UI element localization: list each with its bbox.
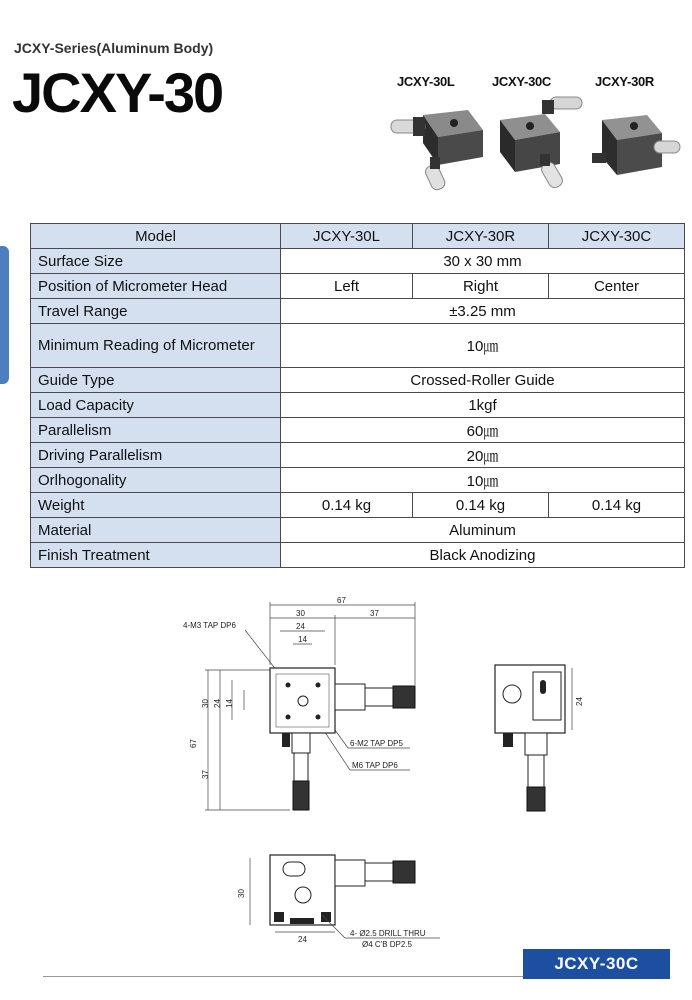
row-value: Center — [548, 274, 684, 299]
row-value: 0.14 kg — [281, 493, 413, 518]
table-row — [31, 274, 685, 299]
product-photo-30l — [388, 95, 488, 195]
row-value: ±3.25 mm — [281, 299, 685, 324]
row-value: 10㎛ — [281, 324, 685, 368]
col-header-30c: JCXY-30C — [548, 224, 684, 249]
table-row — [31, 493, 685, 518]
table-row — [31, 443, 685, 468]
side-tab — [0, 246, 9, 384]
row-label: Surface Size — [31, 249, 281, 274]
series-subtitle: JCXY-Series(Aluminum Body) — [14, 40, 214, 56]
note-m3: 4-M3 TAP DP6 — [183, 621, 236, 630]
row-value: 10㎛ — [281, 468, 685, 493]
row-value: 1kgf — [281, 393, 685, 418]
technical-drawing — [0, 590, 692, 960]
row-label: Material — [31, 518, 281, 543]
dim-text: 37 — [370, 609, 379, 618]
product-label-30c: JCXY-30C — [492, 74, 552, 89]
table-row — [31, 324, 685, 368]
note-m2: 6-M2 TAP DP5 — [350, 739, 403, 748]
table-row — [31, 543, 685, 568]
product-label-30l: JCXY-30L — [397, 74, 455, 89]
row-value: Crossed-Roller Guide — [281, 368, 685, 393]
model-header: Model — [31, 224, 281, 249]
note-m6: M6 TAP DP6 — [352, 761, 398, 770]
row-value: 30 x 30 mm — [281, 249, 685, 274]
row-label: Parallelism — [31, 418, 281, 443]
table-row — [31, 249, 685, 274]
table-row — [31, 518, 685, 543]
dim-text: 24 — [575, 697, 584, 706]
footer-divider — [43, 976, 523, 977]
dim-text: 30 — [237, 889, 246, 898]
row-label: Orlhogonality — [31, 468, 281, 493]
row-label: Weight — [31, 493, 281, 518]
col-header-30r: JCXY-30R — [413, 224, 549, 249]
dim-text: 37 — [201, 770, 210, 779]
row-label: Driving Parallelism — [31, 443, 281, 468]
row-label: Minimum Reading of Micrometer — [31, 324, 281, 368]
row-label: Load Capacity — [31, 393, 281, 418]
col-header-30l: JCXY-30L — [281, 224, 413, 249]
row-label: Travel Range — [31, 299, 281, 324]
product-photo-30c — [490, 92, 590, 192]
table-row — [31, 224, 685, 249]
product-photo-30r — [592, 95, 682, 195]
row-value: 60㎛ — [281, 418, 685, 443]
dim-text: 30 — [201, 699, 210, 708]
table-row — [31, 393, 685, 418]
row-label: Finish Treatment — [31, 543, 281, 568]
dim-text: 24 — [296, 622, 305, 631]
row-value: 0.14 kg — [413, 493, 549, 518]
row-value: Right — [413, 274, 549, 299]
row-value: Aluminum — [281, 518, 685, 543]
row-value: Left — [281, 274, 413, 299]
spec-table — [30, 223, 685, 568]
page-title: JCXY-30 — [12, 61, 223, 124]
footer-model-badge: JCXY-30C — [523, 949, 670, 979]
dim-text: 30 — [296, 609, 305, 618]
dim-text: 67 — [337, 596, 346, 605]
product-label-30r: JCXY-30R — [595, 74, 655, 89]
table-row — [31, 418, 685, 443]
row-value: 0.14 kg — [548, 493, 684, 518]
dim-text: 24 — [298, 935, 307, 944]
dim-text: 67 — [189, 739, 198, 748]
dim-text: 14 — [298, 635, 307, 644]
row-value: 20㎛ — [281, 443, 685, 468]
note-drill-cb: Ø4 C'B DP2.5 — [362, 940, 412, 949]
note-drill: 4- Ø2.5 DRILL THRU — [350, 929, 426, 938]
dim-text: 14 — [225, 699, 234, 708]
dim-text: 24 — [213, 699, 222, 708]
row-label: Position of Micrometer Head — [31, 274, 281, 299]
row-value: Black Anodizing — [281, 543, 685, 568]
row-label: Guide Type — [31, 368, 281, 393]
table-row — [31, 299, 685, 324]
table-row — [31, 468, 685, 493]
table-row — [31, 368, 685, 393]
